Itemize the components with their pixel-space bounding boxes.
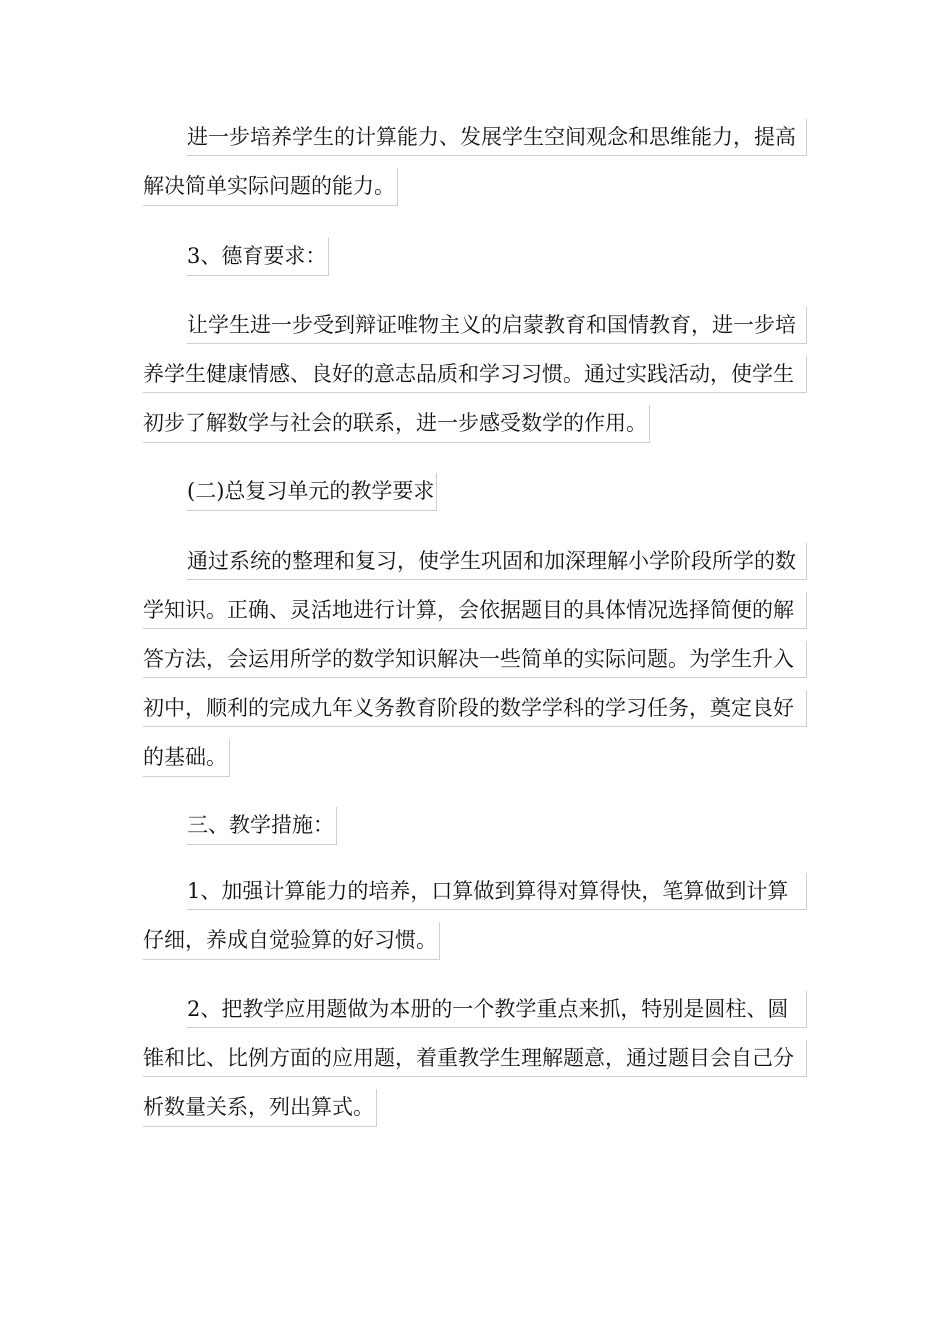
text-line: 锥和比、比例方面的应用题，着重教学生理解题意，通过题目会自己分 xyxy=(143,1034,807,1083)
paragraph-measure-1 xyxy=(143,867,807,965)
text-line: 解决简单实际问题的能力。 xyxy=(143,162,807,211)
text-line: 让学生进一步受到辩证唯物主义的启蒙教育和国情教育，进一步培 xyxy=(143,301,807,350)
paragraph-review-goals xyxy=(143,537,807,782)
text-line: 2、把教学应用题做为本册的一个教学重点来抓，特别是圆柱、圆 xyxy=(143,985,807,1034)
paragraph-moral-education xyxy=(143,301,807,448)
text-line: 三、教学措施： xyxy=(143,801,807,850)
heading-moral-requirements xyxy=(143,232,807,281)
paragraph-measure-2 xyxy=(143,985,807,1132)
text-line: 学知识。正确、灵活地进行计算，会依据题目的具体情况选择简便的解 xyxy=(143,586,807,635)
text-line: 1、加强计算能力的培养，口算做到算得对算得快，笔算做到计算 xyxy=(143,867,807,916)
text-line: (二)总复习单元的教学要求 xyxy=(143,467,807,516)
paragraph-ability xyxy=(143,113,807,211)
text-line: 进一步培养学生的计算能力、发展学生空间观念和思维能力，提高 xyxy=(143,113,807,162)
heading-review-unit xyxy=(143,467,807,516)
text-line: 初中，顺利的完成九年义务教育阶段的数学学科的学习任务，奠定良好 xyxy=(143,684,807,733)
text-line: 3、德育要求： xyxy=(143,232,807,281)
text-line: 通过系统的整理和复习，使学生巩固和加深理解小学阶段所学的数 xyxy=(143,537,807,586)
text-line: 初步了解数学与社会的联系，进一步感受数学的作用。 xyxy=(143,399,807,448)
text-line: 养学生健康情感、良好的意志品质和学习习惯。通过实践活动，使学生 xyxy=(143,350,807,399)
text-line: 析数量关系，列出算式。 xyxy=(143,1083,807,1132)
heading-teaching-measures xyxy=(143,801,807,850)
text-line: 的基础。 xyxy=(143,733,807,782)
text-line: 仔细，养成自觉验算的好习惯。 xyxy=(143,916,807,965)
text-line: 答方法，会运用所学的数学知识解决一些简单的实际问题。为学生升入 xyxy=(143,635,807,684)
